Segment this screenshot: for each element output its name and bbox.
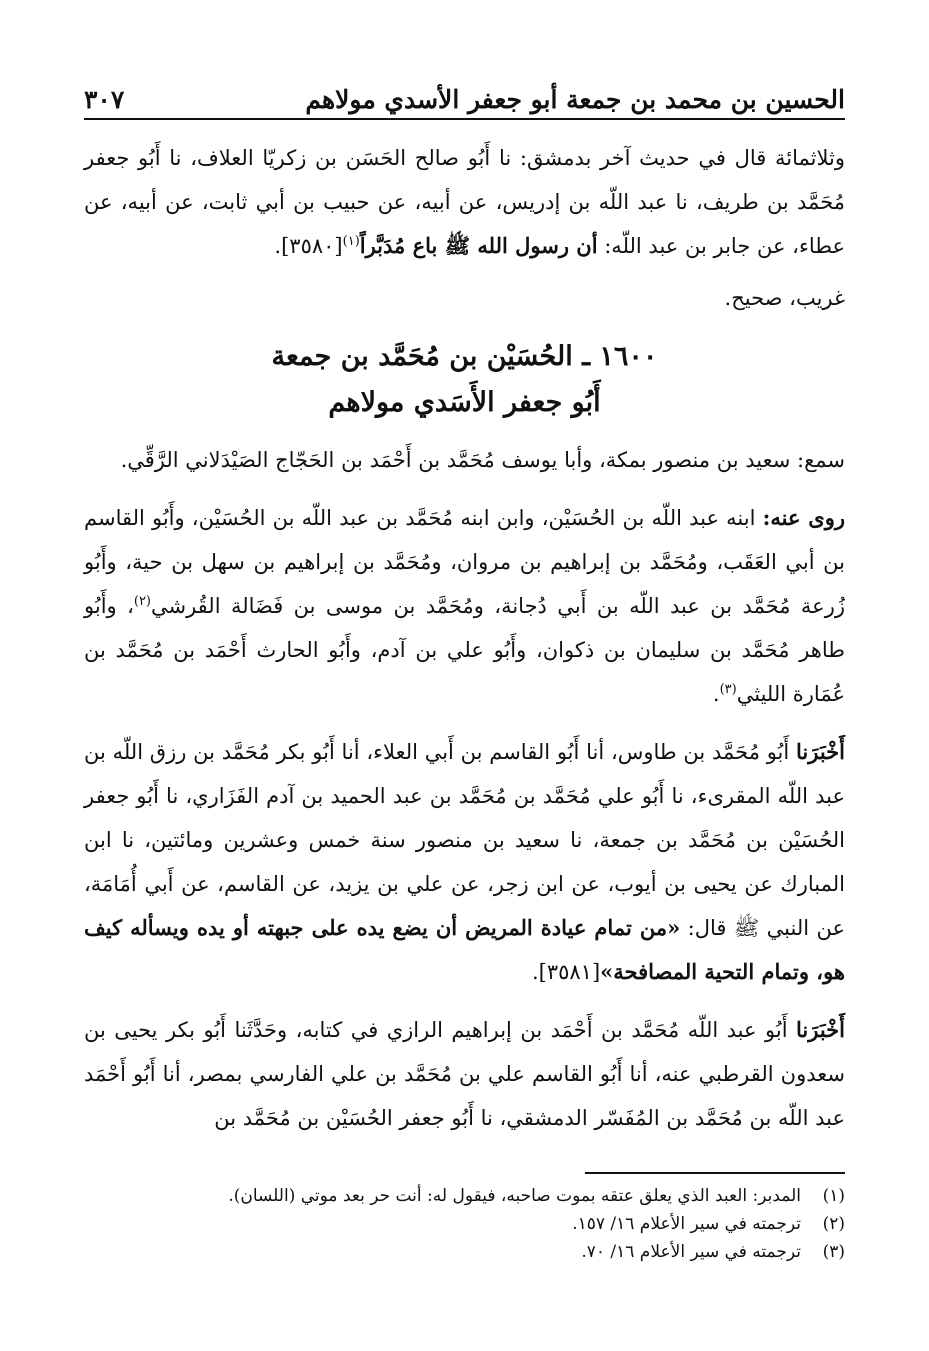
footnote-1 (84, 1182, 845, 1210)
footnote-number: (١) (822, 1186, 845, 1206)
entry-title-line-1: ١٦٠٠ ـ الحُسَيْن بن مُحَمَّد بن جمعة (271, 341, 658, 372)
footnote-number: (٢) (822, 1214, 845, 1234)
running-title: الحسين بن محمد بن جمعة أبو جعفر الأسدي مولاهم (305, 85, 845, 114)
hadith-number-1: [٣٥٨٠]. (274, 234, 343, 258)
paragraph-6-text: أَبُو عبد اللّه مُحَمَّد بن أَحْمَد بن إبراهيم الرازي في كتابه، وحَدَّثَنا أَبُو بكر يحيى بن سعدون القرطبي عنه، أنا أَبُو القاسم علي بن مُحَمَّد بن علي الفارسي بمصر، أنا أَبُو أَحْمَد عبد اللّه بن مُحَمَّد بن المُفَسّر الدمشقي، نا أَبُو جعفر الحُسَيْن بن مُحَمَّد بن (84, 1018, 845, 1130)
paragraph-4-mid: ، وأَبُو طاهر مُحَمَّد بن سليمان بن ذكوان، وأَبُو علي بن آدم، وأَبُو الحارث أَحْمَد بن مُحَمَّد بن عُمَارة الليثي (84, 594, 845, 706)
paragraph-6 (84, 1008, 845, 1140)
footnote-ref-3: (٣) (719, 682, 737, 697)
footnote-text: ترجمته في سير الأعلام ١٦/ ٧٠. (581, 1242, 801, 1262)
paragraph-1 (84, 136, 845, 268)
paragraph-6-lead: أَخْبَرَنا (796, 1017, 845, 1042)
footnote-2 (84, 1210, 845, 1238)
paragraph-4 (84, 496, 845, 716)
entry-heading (84, 334, 845, 426)
running-header (84, 72, 845, 116)
entry-title-line-2: أَبُو جعفر الأَسَدي مولاهم (328, 387, 601, 418)
footnote-3 (84, 1238, 845, 1266)
footnotes (84, 1182, 845, 1266)
main-text (84, 136, 845, 1140)
hadith-text-2: «من تمام عيادة المريض أن يضع يده على جبهته أو يده ويسأله كيف هو، وتمام التحية المصافحة» (84, 915, 845, 984)
header-rule (84, 118, 845, 120)
paragraph-2: غريب، صحيح. (724, 286, 845, 310)
paragraph-5-lead: أَخْبَرَنا (796, 739, 845, 764)
footnote-ref-1: (١) (342, 234, 360, 249)
hadith-text-1: أن رسول الله ﷺ باع مُدَبَّراً (359, 233, 598, 258)
footnote-rule (585, 1172, 845, 1174)
footnote-number: (٣) (822, 1242, 845, 1262)
paragraph-3: سمع: سعيد بن منصور بمكة، وأبا يوسف مُحَمَّد بن أَحْمَد بن الحَجّاج الصَيْدَلاني الرَّقِّي. (120, 448, 845, 472)
paragraph-5-text: أَبُو مُحَمَّد بن طاوس، أنا أَبُو القاسم بن أَبي العلاء، أنا أَبُو بكر مُحَمَّد بن رزق اللّه بن عبد اللّه المقرىء، نا أَبُو علي مُحَمَّد بن مُحَمَّد بن عبد الحميد بن آدم الفَزَاري، نا أَبُو جعفر الحُسَيْن بن مُحَمَّد بن جمعة، نا سعيد بن منصور سنة خمس وعشرين ومائتين، نا ابن المبارك عن يحيى بن أيوب، عن ابن زجر، عن علي بن يزيد، عن القاسم، عن أَبي أُمَامَة، عن النبي ﷺ قال: (84, 740, 846, 940)
hadith-number-2: [٣٥٨١]. (531, 960, 601, 984)
page-number: ٣٠٧ (84, 85, 125, 114)
paragraph-4-lead: روى عنه: (762, 505, 845, 530)
paragraph-1-text: وثلاثمائة قال في حديث آخر بدمشق: نا أَبُو صالح الحَسَن بن زكريّا العلاف، نا أَبُو جعفر مُحَمَّد بن طريف، نا عبد اللّه بن إدريس، عن أبيه، عن حبيب بن أبي ثابت، عن أبيه، عن عطاء، عن جابر بن عبد اللّه: (84, 146, 845, 258)
paragraph-4-text: ابنه عبد اللّه بن الحُسَيْن، وابن ابنه مُحَمَّد بن عبد اللّه بن الحُسَيْن، وأَبُو القاسم بن أبي العَقَب، ومُحَمَّد بن إبراهيم بن مروان، ومُحَمَّد بن إبراهيم بن سهل بن حية، وأَبُو زُرعة مُحَمَّد بن عبد اللّه بن أَبي دُجانة، ومُحَمَّد بن موسى بن فَضَالة القُرشي (84, 506, 845, 618)
footnote-ref-2: (٢) (133, 594, 151, 609)
footnote-text: ترجمته في سير الأعلام ١٦/ ١٥٧. (572, 1214, 801, 1234)
paragraph-5 (84, 730, 845, 994)
paragraph-4-tail: . (712, 682, 720, 706)
footnote-text: المدبر: العبد الذي يعلق عتقه بموت صاحبه، فيقول له: أنت حر بعد موتي (اللسان). (228, 1186, 801, 1206)
